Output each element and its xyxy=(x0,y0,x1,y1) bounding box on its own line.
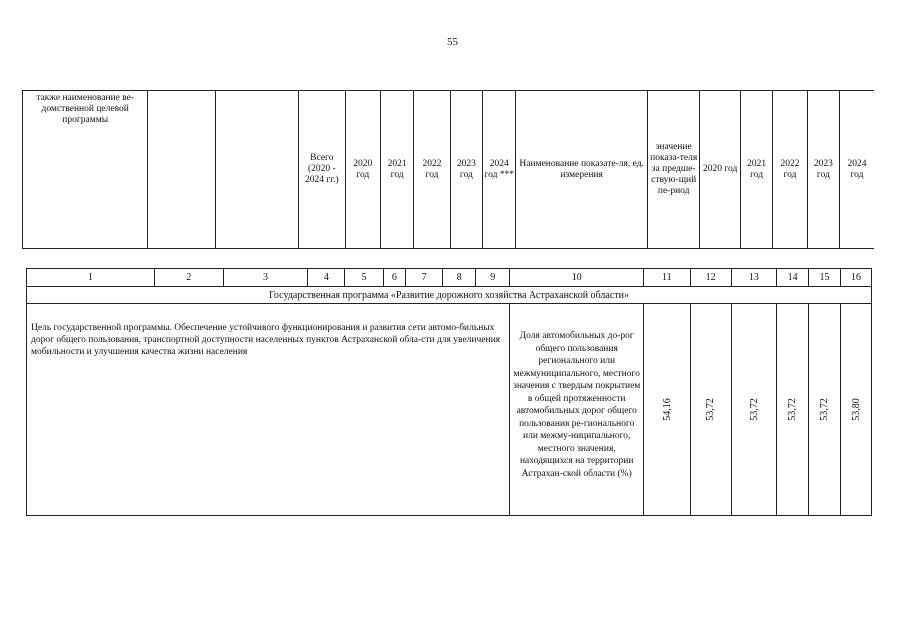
col-number-14: 14 xyxy=(777,269,809,287)
value-previous-period xyxy=(644,304,690,516)
program-title: Государственная программа «Развитие дорожного хозяйства Астраханской области» xyxy=(27,287,872,304)
header-year-2024: 2024 год *** xyxy=(483,91,516,249)
col-number-13: 13 xyxy=(731,269,776,287)
value-2023-text: 53,72 xyxy=(819,397,830,421)
col-number-5: 5 xyxy=(345,269,383,287)
col-number-8: 8 xyxy=(443,269,476,287)
value-2021 xyxy=(731,304,776,516)
header-ind-year-2024: 2024 год xyxy=(840,91,875,249)
value-previous-period-text: 54,16 xyxy=(661,397,673,421)
header-table xyxy=(22,90,874,249)
header-col-3 xyxy=(216,91,299,249)
value-2024-text: 53,80 xyxy=(850,397,862,421)
main-table xyxy=(26,268,872,516)
header-ind-year-2023: 2023 год xyxy=(807,91,839,249)
value-2023 xyxy=(809,304,841,516)
col-number-11: 11 xyxy=(644,269,690,287)
header-ind-year-2022: 2022 год xyxy=(773,91,807,249)
page-number: 55 xyxy=(447,36,458,48)
program-goal: Цель государственной программы. Обеспечение устойчивого функционирования и развития сети автомо-бильных дорог общего пользования, транспортной доступности населенных пунктов Астраханской обла-сти для увеличения мобильности и улучшения качества жизни населения xyxy=(27,304,510,516)
header-total: Всего (2020 - 2024 гг.) xyxy=(299,91,346,249)
col-number-6: 6 xyxy=(383,269,406,287)
col-number-2: 2 xyxy=(154,269,223,287)
col-number-4: 4 xyxy=(308,269,345,287)
header-ind-year-2021: 2021 год xyxy=(740,91,772,249)
value-2020-text: 53,72 xyxy=(705,397,717,421)
value-2024 xyxy=(840,304,871,516)
value-2020 xyxy=(690,304,731,516)
col-number-3: 3 xyxy=(223,269,308,287)
col-number-15: 15 xyxy=(809,269,841,287)
col-number-10: 10 xyxy=(510,269,644,287)
value-2022-text: 53,72 xyxy=(787,397,799,421)
header-year-2021: 2021 год xyxy=(380,91,413,249)
col-number-7: 7 xyxy=(406,269,443,287)
value-2021-text: 53,72 xyxy=(748,397,760,421)
header-year-2022: 2022 год xyxy=(414,91,450,249)
col-number-1: 1 xyxy=(27,269,155,287)
value-2022 xyxy=(777,304,809,516)
header-ind-year-2020: 2020 год xyxy=(700,91,740,249)
indicator-name: Доля автомобильных до-рог общего пользования регионального или межмуниципального, местного значения с твердым покрытием в общей протяженности автомобильных дорог общего пользования ре-гионального или межму-ниципального, местного значения, находящихся на территории Астрахан-ской области (%) xyxy=(510,304,644,516)
col-number-12: 12 xyxy=(690,269,731,287)
header-col-2 xyxy=(148,91,216,249)
header-indicator-name: Наименование показате-ля, ед. измерения xyxy=(516,91,647,249)
col-number-16: 16 xyxy=(840,269,871,287)
header-year-2023: 2023 год xyxy=(450,91,482,249)
col-number-9: 9 xyxy=(476,269,510,287)
header-year-2020: 2020 год xyxy=(345,91,380,249)
header-previous-value: значение показа-теля за предше-ствую-щий пе-риод xyxy=(647,91,700,249)
header-org-name: также наименование ве-домственной целевой программы xyxy=(23,91,148,249)
